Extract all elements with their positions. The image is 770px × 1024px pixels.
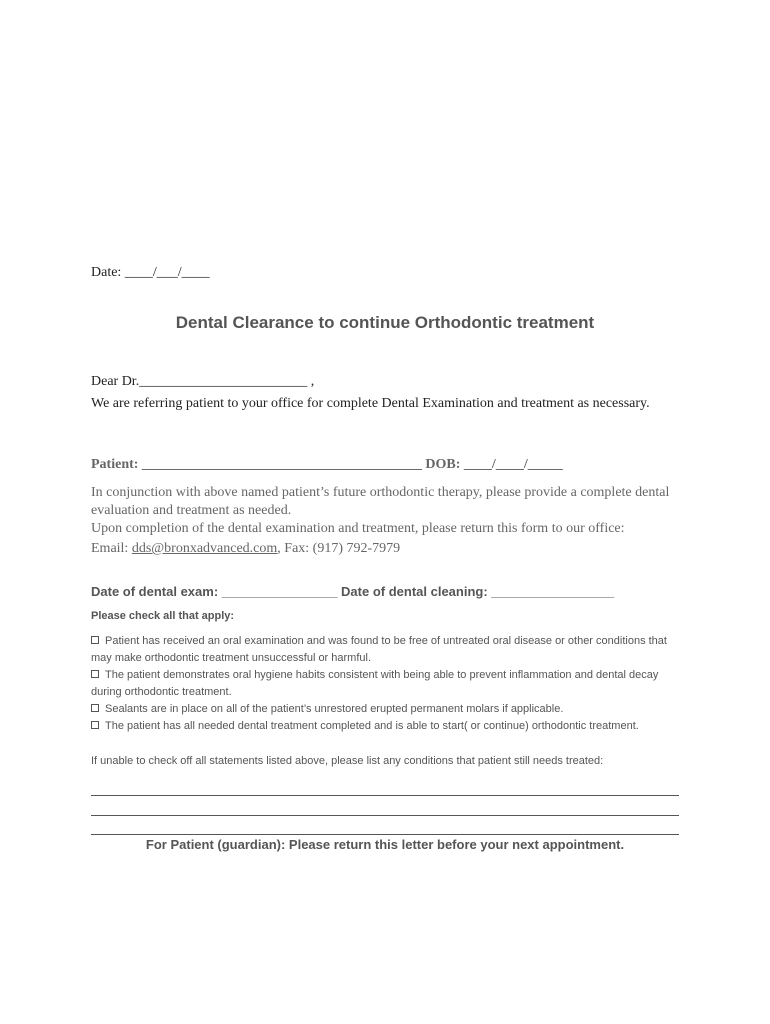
unable-instructions: If unable to check off all statements listed above, please list any conditions that patient still needs treated: <box>91 755 604 767</box>
answer-line[interactable] <box>91 815 679 816</box>
checklist-item-text: The patient demonstrates oral hygiene habits consistent with being able to prevent inflammation and dental decay during orthodontic treatment. <box>91 669 659 698</box>
answer-line[interactable] <box>91 795 679 796</box>
email-label: Email: <box>91 541 132 556</box>
checkbox[interactable] <box>91 670 99 678</box>
date-field: Date: ____/___/____ <box>91 265 210 280</box>
checklist-heading: Please check all that apply: <box>91 610 235 622</box>
conjunction-paragraph: In conjunction with above named patient’s future orthodontic therapy, please provide a complete dental evaluation and treatment as needed. <box>91 485 670 518</box>
greeting-line: Dear Dr.________________________ , <box>91 374 315 389</box>
checklist <box>91 633 681 735</box>
answer-line[interactable] <box>91 834 679 835</box>
checklist-item <box>91 718 681 735</box>
email-link[interactable]: dds@bronxadvanced.com <box>131 541 278 556</box>
checklist-item-text: The patient has all needed dental treatment completed and is able to start( or continue) orthodontic treatment. <box>105 720 639 732</box>
document-title: Dental Clearance to continue Orthodontic treatment <box>175 313 595 332</box>
exam-dates-line: Date of dental exam: ________________ Date of dental cleaning: _________________ <box>91 584 615 599</box>
checkbox[interactable] <box>91 636 99 644</box>
checklist-item <box>91 667 681 701</box>
checklist-item-text: Patient has received an oral examination and was found to be free of untreated oral disease or other conditions that may make orthodontic treatment unsuccessful or harmful. <box>91 635 667 664</box>
patient-dob-line: Patient: ________________________________________ DOB: ____/____/_____ <box>91 457 563 472</box>
footer-note: For Patient (guardian): Please return this letter before your next appointment. <box>145 837 625 852</box>
return-instructions: Upon completion of the dental examination and treatment, please return this form to our office: <box>91 521 625 536</box>
contact-line <box>91 541 400 557</box>
checkbox[interactable] <box>91 721 99 729</box>
checklist-item <box>91 701 681 718</box>
checklist-item <box>91 633 681 667</box>
checklist-item-text: Sealants are in place on all of the patient’s unrestored erupted permanent molars if applicable. <box>105 703 564 715</box>
fax-text: , Fax: (917) 792-7979 <box>277 541 401 556</box>
checkbox[interactable] <box>91 704 99 712</box>
referral-paragraph: We are referring patient to your office for complete Dental Examination and treatment as necessary. <box>91 396 650 411</box>
